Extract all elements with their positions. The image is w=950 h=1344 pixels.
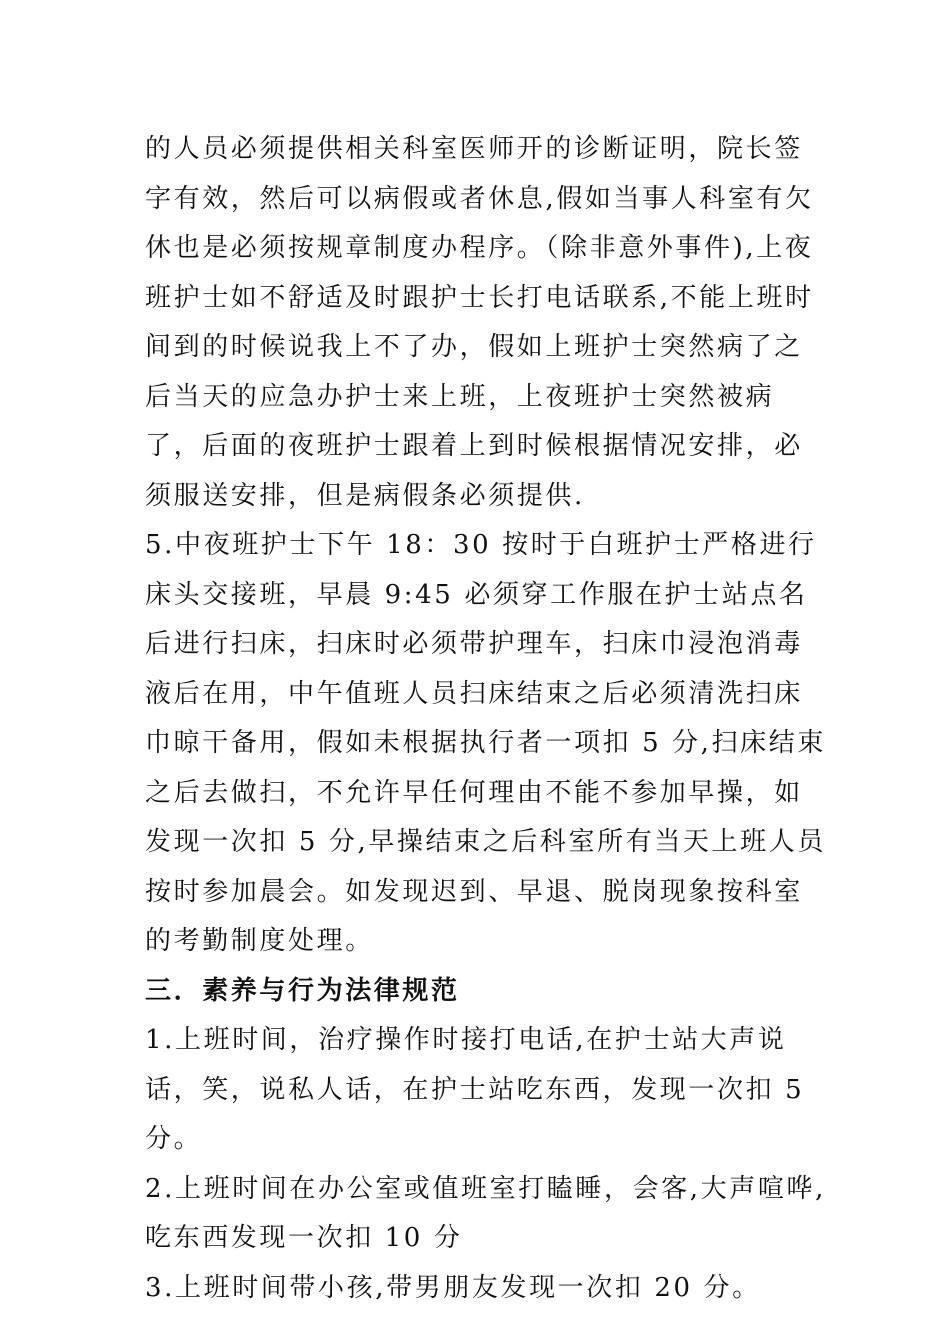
paragraph-shift-handover-rules: 5.中夜班护士下午 18：30 按时于白班护士严格进行床头交接班，早晨 9:45 必须穿工作服在护士站点名后进行扫床，扫床时必须带护理车，扫床巾浸泡消毒液后在用，中午值班人员扫床结束之后必须清洗扫床巾晾干备用，假如未根据执行者一项扣 5 分,扫床结束之后去做扫，不允许早任何理由不能不参加早操，如发现一次扣 5 分,早操结束之后科室所有当天上班人员按时参加晨会。如发现迟到、早退、脱岗现象按科室的考勤制度处理。 <box>145 530 826 956</box>
list-item: 2.上班时间在办公室或值班室打瞌睡，会客,大声喧哗,吃东西发现一次扣 10 分 <box>145 1173 826 1253</box>
section-heading: 三．素养与行为法律规范 <box>145 975 460 1006</box>
paragraph-sick-leave-rules: 的人员必须提供相关科室医师开的诊断证明，院长签字有效，然后可以病假或者休息,假如当事人科室有欠休也是必须按规章制度办程序。（除非意外事件),上夜班护士如不舒适及时跟护士长打电话联系,不能上班时间到的时候说我上不了办，假如上班护士突然病了之后当天的应急办护士来上班，上夜班护士突然被病了，后面的夜班护士跟着上到时候根据情况安排，必须服送安排，但是病假条必须提供. <box>145 134 814 511</box>
list-item: 3.上班时间带小孩,带男朋友发现一次扣 20 分。 <box>145 1272 761 1303</box>
list-item: 1.上班时间，治疗操作时接打电话,在护士站大声说话，笑，说私人话，在护士站吃东西，发现一次扣 5 分。 <box>145 1025 816 1154</box>
document-body <box>145 125 830 1313</box>
